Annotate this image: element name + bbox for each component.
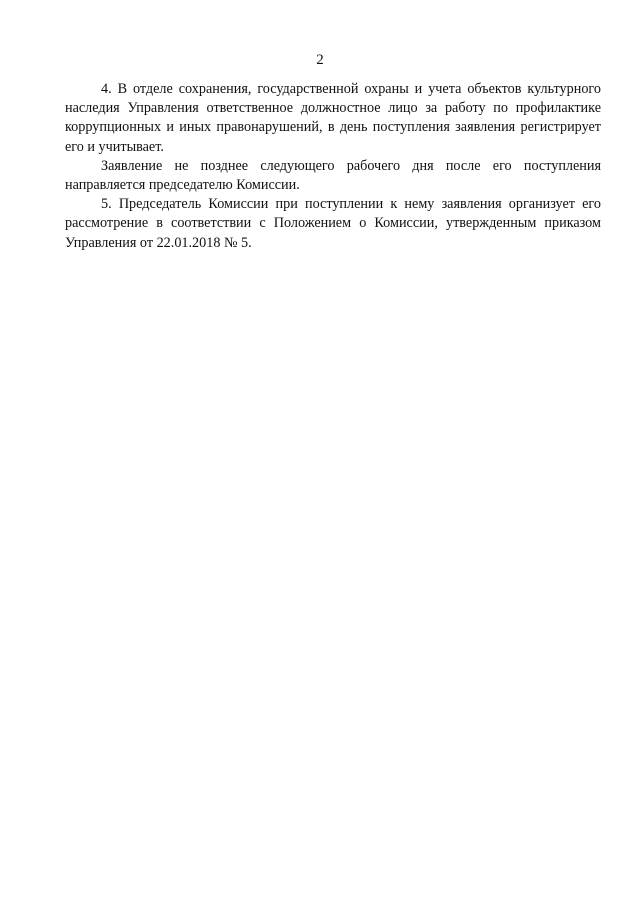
page-number: 2	[316, 52, 324, 68]
paragraph-review: 5. Председатель Комиссии при поступлении к нему заявления организует его рассмотрение в соответствии с Положением о Комиссии, утвержденным приказом Управления от 22.01.2018 № 5.	[65, 196, 601, 251]
paragraph-forwarding: Заявление не позднее следующего рабочего дня после его поступления направляется председателю Комиссии.	[65, 157, 601, 194]
document-body	[65, 80, 601, 253]
paragraph-registration: 4. В отделе сохранения, государственной охраны и учета объектов культурного наследия Управления ответственное должностное лицо за работу по профилактике коррупционных и иных правонарушений, в день поступления заявления регистрирует его и учитывает.	[65, 81, 601, 155]
